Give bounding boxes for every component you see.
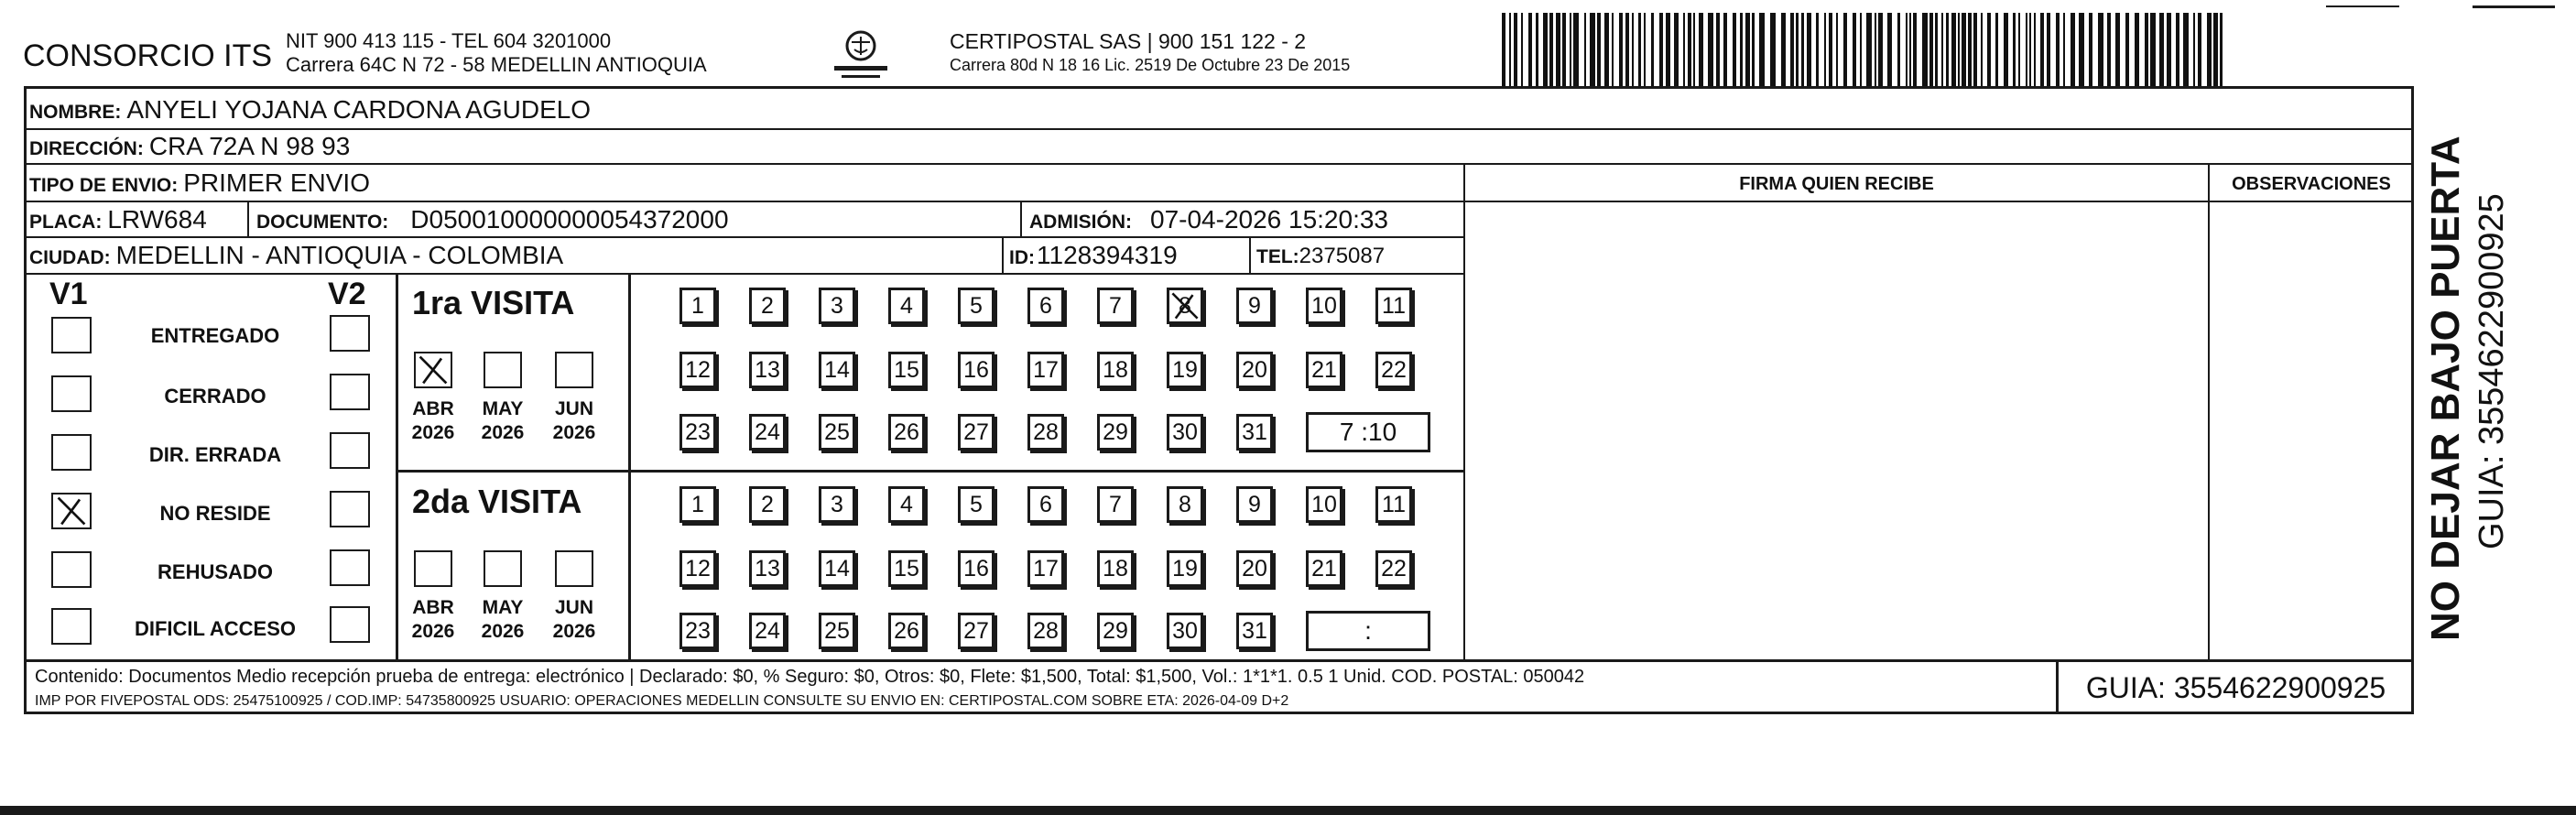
day-number: 11 — [1382, 491, 1406, 517]
day-number: 16 — [963, 356, 989, 383]
footer-print-info: IMP POR FIVEPOSTAL ODS: 25475100925 / COD.IMP: 54735800925 USUARIO: OPERACIONES MEDELLIN CONSULTE SU ENVIO EN: CERTIPOSTAL.COM SOBRE ETA: 2026-04-09 D+2 — [35, 693, 1289, 709]
company-nit-line: NIT 900 413 115 - TEL 604 3201000 — [286, 29, 612, 52]
day-box[interactable] — [958, 288, 995, 324]
day-box[interactable] — [1167, 613, 1203, 649]
month-checkbox[interactable] — [414, 352, 452, 388]
day-number: 25 — [824, 617, 850, 644]
month-name: MAY — [482, 597, 524, 618]
month-name: ABR — [412, 398, 454, 419]
day-box[interactable] — [1236, 414, 1273, 451]
day-number: 6 — [1039, 491, 1052, 517]
day-number: 9 — [1248, 491, 1261, 517]
day-number: 14 — [824, 356, 850, 383]
firma-header: FIRMA QUIEN RECIBE — [1739, 174, 1934, 194]
cell-divider — [1002, 236, 1004, 273]
day-box[interactable] — [1167, 288, 1203, 324]
day-box[interactable] — [1097, 352, 1134, 388]
day-number: 30 — [1172, 617, 1198, 644]
day-box[interactable] — [888, 352, 925, 388]
barcode-icon — [1502, 13, 2231, 86]
cell-divider — [1020, 201, 1022, 237]
day-box[interactable] — [749, 613, 786, 649]
day-box[interactable] — [1167, 550, 1203, 587]
day-box[interactable] — [819, 550, 855, 587]
day-box[interactable] — [749, 352, 786, 388]
day-number: 2 — [761, 491, 774, 517]
day-number: 31 — [1242, 617, 1267, 644]
day-box[interactable] — [958, 414, 995, 451]
no-dejar-notice: NO DEJAR BAJO PUERTA — [2423, 136, 2468, 641]
tipo-envio-label: TIPO DE ENVIO: — [29, 175, 179, 196]
documento-value: D050010000000054372000 — [410, 205, 729, 234]
admision-cell — [1029, 205, 1388, 234]
placa-cell — [29, 205, 207, 234]
month-checkbox[interactable] — [414, 550, 452, 587]
day-box[interactable] — [1097, 613, 1134, 649]
day-number: 2 — [761, 292, 774, 319]
day-number: 27 — [963, 617, 989, 644]
nombre-row — [29, 95, 591, 125]
month-checkbox[interactable] — [555, 550, 593, 587]
day-number: 9 — [1248, 292, 1261, 319]
tel-label: TEL: — [1256, 246, 1299, 267]
day-number: 7 — [1109, 292, 1122, 319]
day-box[interactable] — [749, 288, 786, 324]
cell-divider — [628, 273, 631, 659]
certipostal-logo-icon — [829, 26, 893, 86]
visit-time-field[interactable] — [1306, 412, 1430, 452]
day-box[interactable] — [1236, 486, 1273, 523]
day-box[interactable] — [958, 352, 995, 388]
month-label — [542, 397, 606, 445]
footer-contents: Contenido: Documentos Medio recepción prueba de entrega: electrónico | Declarado: $0, % Seguro: $0, Otros: $0, Flete: $1,500, Total: $1,500, Vol.: 1*1*1. 0.5 1 Unid. COD. POSTAL: 050042 — [35, 667, 1585, 687]
visit-title: 2da VISITA — [412, 483, 582, 520]
day-box[interactable] — [1167, 352, 1203, 388]
day-number: 22 — [1381, 356, 1407, 383]
day-number: 19 — [1172, 555, 1198, 581]
status-label: DIFICIL ACCESO — [134, 617, 296, 640]
day-box[interactable] — [888, 550, 925, 587]
row-divider — [24, 163, 2414, 165]
day-box[interactable] — [1027, 550, 1064, 587]
month-checkbox[interactable] — [555, 352, 593, 388]
day-number: 1 — [691, 292, 704, 319]
day-number: 13 — [755, 356, 780, 383]
day-box[interactable] — [679, 352, 716, 388]
status-v1-checkbox[interactable] — [51, 434, 92, 471]
day-box[interactable] — [1097, 414, 1134, 451]
month-year: 2026 — [552, 422, 596, 443]
month-year: 2026 — [552, 621, 596, 642]
observaciones-header: OBSERVACIONES — [2232, 174, 2391, 194]
day-number: 20 — [1242, 356, 1267, 383]
carrier-address-line: Carrera 80d N 18 16 Lic. 2519 De Octubre 23 De 2015 — [950, 56, 1351, 74]
v1-header: V1 — [49, 277, 88, 311]
direccion-row — [29, 132, 350, 161]
day-box[interactable] — [819, 352, 855, 388]
day-number: 5 — [970, 491, 983, 517]
status-v1-checkbox[interactable] — [51, 608, 92, 645]
day-box[interactable] — [1027, 613, 1064, 649]
month-name: JUN — [554, 597, 593, 618]
day-box[interactable] — [1097, 288, 1134, 324]
day-number: 27 — [963, 418, 989, 445]
company-name: CONSORCIO ITS — [23, 38, 273, 73]
day-number: 3 — [831, 292, 843, 319]
day-number: 15 — [894, 356, 919, 383]
day-box[interactable] — [1027, 414, 1064, 451]
day-number: 29 — [1103, 418, 1128, 445]
day-box[interactable] — [679, 550, 716, 587]
month-checkbox[interactable] — [484, 352, 522, 388]
day-number: 23 — [685, 418, 711, 445]
id-cell — [1009, 241, 1178, 270]
side-guia: GUIA: 3554622900925 — [2473, 193, 2511, 549]
status-label: CERRADO — [164, 385, 266, 408]
day-number: 13 — [755, 555, 780, 581]
day-number: 25 — [824, 418, 850, 445]
status-v1-checkbox[interactable] — [51, 375, 92, 412]
month-label — [542, 596, 606, 644]
day-box[interactable] — [1306, 288, 1342, 324]
day-number: 5 — [970, 292, 983, 319]
day-mark-icon — [1169, 290, 1201, 321]
tipo-envio-row — [29, 168, 370, 198]
status-v2-checkbox[interactable] — [330, 315, 370, 352]
status-v2-checkbox[interactable] — [330, 606, 370, 643]
day-box[interactable] — [1167, 486, 1203, 523]
day-number: 24 — [755, 617, 780, 644]
day-number: 3 — [831, 491, 843, 517]
tel-cell — [1256, 244, 1385, 269]
day-box[interactable] — [888, 414, 925, 451]
status-label: ENTREGADO — [150, 324, 280, 347]
day-box[interactable] — [958, 613, 995, 649]
day-box[interactable] — [1236, 288, 1273, 324]
day-number: 6 — [1039, 292, 1052, 319]
day-number: 4 — [900, 491, 913, 517]
day-box[interactable] — [819, 288, 855, 324]
visit-time-field[interactable] — [1306, 611, 1430, 651]
day-box[interactable] — [1306, 550, 1342, 587]
company-address-line: Carrera 64C N 72 - 58 MEDELLIN ANTIOQUIA — [286, 53, 707, 76]
month-name: MAY — [482, 398, 524, 419]
status-label: REHUSADO — [158, 560, 273, 583]
visit-time-value: 7 :10 — [1339, 418, 1397, 446]
day-box[interactable] — [888, 288, 925, 324]
day-number: 26 — [894, 617, 919, 644]
day-box[interactable] — [1097, 550, 1134, 587]
bottom-edge-bar — [0, 806, 2576, 815]
row-divider — [24, 128, 2414, 130]
day-box[interactable] — [749, 486, 786, 523]
month-label — [401, 397, 465, 445]
day-box[interactable] — [1167, 414, 1203, 451]
day-box[interactable] — [1236, 613, 1273, 649]
signature-area[interactable] — [1465, 203, 2208, 659]
observations-area[interactable] — [2210, 203, 2413, 659]
day-box[interactable] — [1375, 288, 1412, 324]
tipo-envio-value: PRIMER ENVIO — [183, 168, 370, 197]
visit-time-value: : — [1364, 616, 1372, 645]
row-divider — [24, 201, 2414, 202]
day-number: 17 — [1033, 555, 1059, 581]
day-number: 12 — [685, 356, 711, 383]
status-v2-checkbox[interactable] — [330, 432, 370, 469]
documento-cell — [256, 205, 729, 234]
day-number: 21 — [1311, 356, 1337, 383]
day-number: 30 — [1172, 418, 1198, 445]
day-number: 21 — [1311, 555, 1337, 581]
status-v1-checkbox[interactable] — [51, 493, 92, 529]
day-number: 23 — [685, 617, 711, 644]
day-box[interactable] — [888, 486, 925, 523]
month-label — [401, 596, 465, 644]
day-box[interactable] — [749, 550, 786, 587]
day-number: 28 — [1033, 617, 1059, 644]
day-number: 4 — [900, 292, 913, 319]
visit-divider — [397, 470, 1464, 473]
cell-divider — [1249, 236, 1251, 273]
status-v2-checkbox[interactable] — [330, 491, 370, 527]
day-box[interactable] — [1236, 550, 1273, 587]
scan-mark — [2473, 5, 2555, 8]
day-box[interactable] — [749, 414, 786, 451]
status-label: NO RESIDE — [159, 502, 271, 525]
month-label — [471, 596, 535, 644]
day-box[interactable] — [1306, 352, 1342, 388]
month-year: 2026 — [411, 422, 455, 443]
day-box[interactable] — [679, 486, 716, 523]
day-box[interactable] — [679, 414, 716, 451]
day-number: 22 — [1381, 555, 1407, 581]
day-box[interactable] — [819, 486, 855, 523]
month-label — [471, 397, 535, 445]
nombre-value: ANYELI YOJANA CARDONA AGUDELO — [126, 95, 592, 124]
carrier-info — [950, 29, 1350, 77]
day-box[interactable] — [679, 613, 716, 649]
cell-divider — [396, 273, 398, 659]
id-label: ID: — [1009, 247, 1035, 268]
status-v1-checkbox[interactable] — [51, 317, 92, 353]
day-box[interactable] — [1375, 550, 1412, 587]
day-box[interactable] — [1375, 352, 1412, 388]
day-box[interactable] — [679, 288, 716, 324]
day-number: 19 — [1172, 356, 1198, 383]
month-year: 2026 — [481, 422, 525, 443]
ciudad-row — [29, 241, 563, 270]
direccion-value: CRA 72A N 98 93 — [148, 132, 351, 160]
day-number: 12 — [685, 555, 711, 581]
day-box[interactable] — [819, 613, 855, 649]
day-box[interactable] — [958, 486, 995, 523]
day-box[interactable] — [819, 414, 855, 451]
day-number: 20 — [1242, 555, 1267, 581]
day-number: 1 — [691, 491, 704, 517]
documento-label: DOCUMENTO: — [256, 212, 389, 233]
company-info — [286, 29, 707, 77]
placa-label: PLACA: — [29, 212, 103, 233]
day-number: 18 — [1103, 356, 1128, 383]
id-value: 1128394319 — [1037, 241, 1178, 269]
day-box[interactable] — [1027, 288, 1064, 324]
footer-guia: GUIA: 3554622900925 — [2056, 661, 2413, 714]
month-checkbox[interactable] — [484, 550, 522, 587]
day-box[interactable] — [1236, 352, 1273, 388]
day-number: 29 — [1103, 617, 1128, 644]
day-number: 11 — [1382, 292, 1406, 319]
day-number: 10 — [1311, 292, 1337, 319]
visit-title: 1ra VISITA — [412, 284, 575, 321]
admision-value: 07-04-2026 15:20:33 — [1150, 205, 1388, 234]
placa-value: LRW684 — [107, 205, 207, 234]
day-number: 10 — [1311, 491, 1337, 517]
status-v1-checkbox[interactable] — [51, 551, 92, 588]
day-number: 14 — [824, 555, 850, 581]
day-number: 26 — [894, 418, 919, 445]
day-box[interactable] — [1375, 486, 1412, 523]
cell-divider — [247, 201, 249, 237]
tel-value: 2375087 — [1299, 244, 1386, 268]
direccion-label: DIRECCIÓN: — [29, 138, 144, 159]
scan-mark — [2326, 5, 2399, 7]
day-box[interactable] — [1097, 486, 1134, 523]
day-number: 7 — [1109, 491, 1122, 517]
day-box[interactable] — [958, 550, 995, 587]
day-number: 8 — [1179, 491, 1191, 517]
month-name: JUN — [554, 398, 593, 419]
day-number: 16 — [963, 555, 989, 581]
day-number: 15 — [894, 555, 919, 581]
status-v2-checkbox[interactable] — [330, 549, 370, 586]
day-box[interactable] — [888, 613, 925, 649]
day-number: 17 — [1033, 356, 1059, 383]
row-divider — [24, 273, 1464, 275]
day-box[interactable] — [1027, 352, 1064, 388]
day-number: 24 — [755, 418, 780, 445]
v2-header: V2 — [328, 277, 366, 311]
day-number: 28 — [1033, 418, 1059, 445]
day-number: 8 — [1179, 292, 1191, 319]
day-number: 31 — [1242, 418, 1267, 445]
month-name: ABR — [412, 597, 454, 618]
ciudad-label: CIUDAD: — [29, 247, 111, 268]
nombre-label: NOMBRE: — [29, 102, 122, 123]
day-box[interactable] — [1306, 486, 1342, 523]
status-label: DIR. ERRADA — [148, 443, 282, 466]
carrier-name-line: CERTIPOSTAL SAS | 900 151 122 - 2 — [950, 29, 1307, 53]
day-number: 18 — [1103, 555, 1128, 581]
day-box[interactable] — [1027, 486, 1064, 523]
month-year: 2026 — [411, 621, 455, 642]
month-year: 2026 — [481, 621, 525, 642]
status-v2-checkbox[interactable] — [330, 374, 370, 410]
admision-label: ADMISIÓN: — [1029, 212, 1132, 233]
ciudad-value: MEDELLIN - ANTIOQUIA - COLOMBIA — [115, 241, 564, 269]
